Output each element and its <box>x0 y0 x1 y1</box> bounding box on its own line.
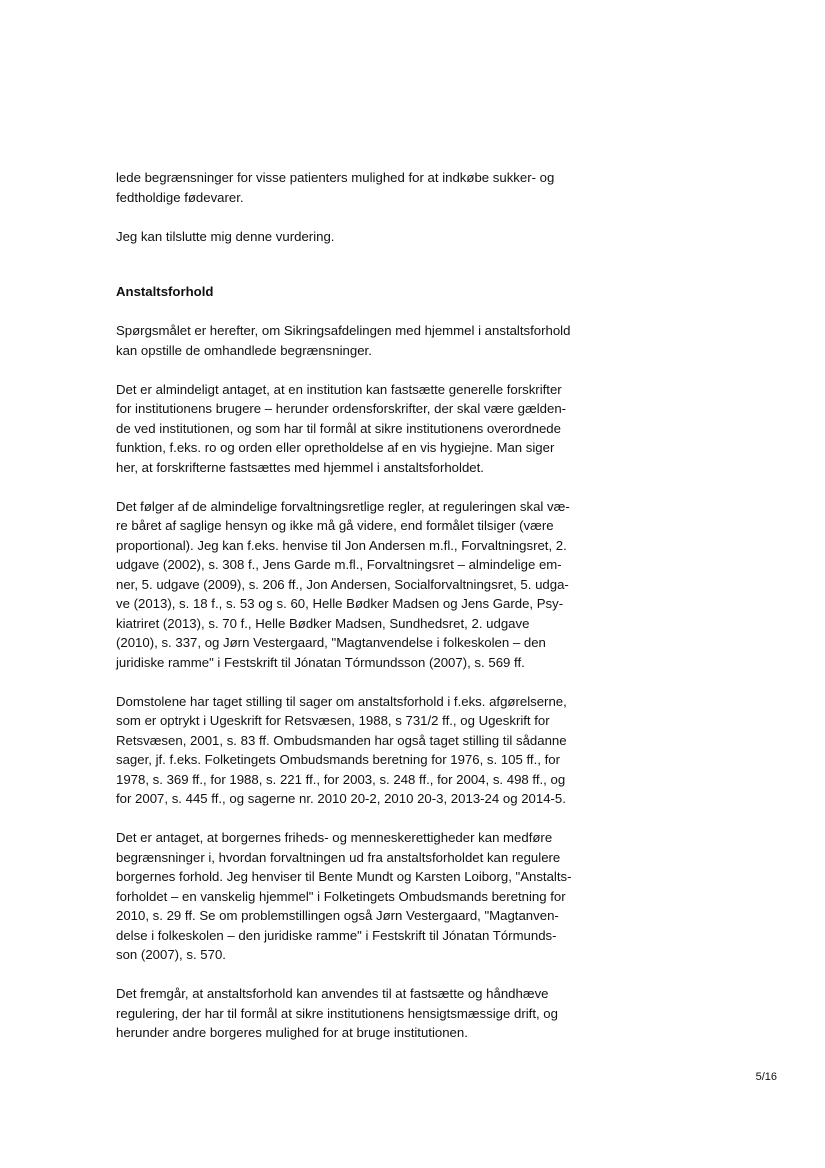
text-line: juridiske ramme" i Festskrift til Jónatan Tórmundsson (2007), s. 569 ff. <box>116 654 525 670</box>
heading-text: Anstaltsforhold <box>116 284 214 299</box>
text-line: proportional). Jeg kan f.eks. henvise til Jon Andersen m.fl., Forvaltningsret, 2. <box>116 537 567 553</box>
text-line: Domstolene har taget stilling til sager om anstaltsforhold i f.eks. afgørelserne, <box>116 693 567 709</box>
text-line: herunder andre borgeres mulighed for at bruge institutionen. <box>116 1025 468 1040</box>
text-line: for institutionens brugere – herunder ordensforskrifter, der skal være gælden- <box>116 401 567 416</box>
text-line: ve (2013), s. 18 f., s. 53 og s. 60, Helle Bødker Madsen og Jens Garde, Psy- <box>116 596 564 611</box>
text-line: 2010, s. 29 ff. Se om problemstillingen også Jørn Vestergaard, "Magtanven- <box>116 908 559 923</box>
document-body <box>116 168 586 1043</box>
text-line: kiatriret (2013), s. 70 f., Helle Bødker Madsen, Sundhedsret, 2. udgave <box>116 615 530 631</box>
paragraph-continued-restrictions <box>116 168 586 207</box>
text-line: fedtholdige fødevarer. <box>116 189 244 205</box>
text-line: begrænsninger i, hvordan forvaltningen ud fra anstaltsforholdet kan regulere <box>116 849 561 865</box>
text-line: regulering, der har til formål at sikre institutionens hensigtsmæssige drift, og <box>116 1005 558 1021</box>
text-line: (2010), s. 337, og Jørn Vestergaard, "Magtanvendelse i folkeskolen – den <box>116 635 546 650</box>
text-line: re båret af saglige hensyn og ikke må gå videre, end formålet tilsiger (være <box>116 518 554 533</box>
text-line: delse i folkeskolen – den juridiske ramme" i Festskrift til Jónatan Tórmunds- <box>116 927 557 943</box>
text-line: her, at forskrifterne fastsættes med hjemmel i anstaltsforholdet. <box>116 459 484 475</box>
text-line: 1978, s. 369 ff., for 1988, s. 221 ff., for 2003, s. 248 ff., for 2004, s. 498 ff., og <box>116 771 566 787</box>
text-line: Det følger af de almindelige forvaltningsretlige regler, at reguleringen skal væ- <box>116 498 570 514</box>
paragraph-agreement <box>116 227 586 247</box>
paragraph-general-rules <box>116 380 586 478</box>
paragraph-question <box>116 321 586 360</box>
paragraph-conclusion <box>116 984 586 1043</box>
text-line: som er optrykt i Ugeskrift for Retsvæsen, 1988, s 731/2 ff., og Ugeskrift for <box>116 713 550 728</box>
text-line: sager, jf. f.eks. Folketingets Ombudsmands beretning for 1976, s. 105 ff., for <box>116 752 560 767</box>
text-line: lede begrænsninger for visse patienters mulighed for at indkøbe sukker- og <box>116 170 555 185</box>
text-line: Det er antaget, at borgernes friheds- og menneskerettigheder kan medføre <box>116 830 553 845</box>
text-line: Det fremgår, at anstaltsforhold kan anvendes til at fastsætte og håndhæve <box>116 986 549 1001</box>
text-line: forholdet – en vanskelig hjemmel" i Folketingets Ombudsmands beretning for <box>116 888 566 904</box>
text-line: for 2007, s. 445 ff., og sagerne nr. 2010 20-2, 2010 20-3, 2013-24 og 2014-5. <box>116 791 566 806</box>
paragraph-court-decisions <box>116 692 586 809</box>
text-line: son (2007), s. 570. <box>116 947 226 962</box>
text-line: Retsvæsen, 2001, s. 83 ff. Ombudsmanden har også taget stilling til sådanne <box>116 732 567 748</box>
text-line: kan opstille de omhandlede begrænsninger. <box>116 342 372 358</box>
text-line: udgave (2002), s. 308 f., Jens Garde m.fl., Forvaltningsret – almindelige em- <box>116 557 562 572</box>
text-line: de ved institutionen, og som har til formål at sikre institutionens overordnede <box>116 420 561 436</box>
text-line: funktion, f.eks. ro og orden eller opretholdelse af en vis hygiejne. Man siger <box>116 440 555 455</box>
paragraph-administrative-law <box>116 497 586 673</box>
text-line: Spørgsmålet er herefter, om Sikringsafdelingen med hjemmel i anstaltsforhold <box>116 323 571 338</box>
page-number: 5/16 <box>755 1071 777 1083</box>
text-line: Det er almindeligt antaget, at en institution kan fastsætte generelle forskrifter <box>116 381 562 397</box>
section-heading <box>116 282 586 302</box>
text-line: borgernes forhold. Jeg henviser til Bente Mundt og Karsten Loiborg, "Anstalts- <box>116 869 572 884</box>
text-line: Jeg kan tilslutte mig denne vurdering. <box>116 228 335 244</box>
text-line: ner, 5. udgave (2009), s. 206 ff., Jon Andersen, Socialforvaltningsret, 5. udga- <box>116 576 569 592</box>
paragraph-human-rights <box>116 828 586 965</box>
